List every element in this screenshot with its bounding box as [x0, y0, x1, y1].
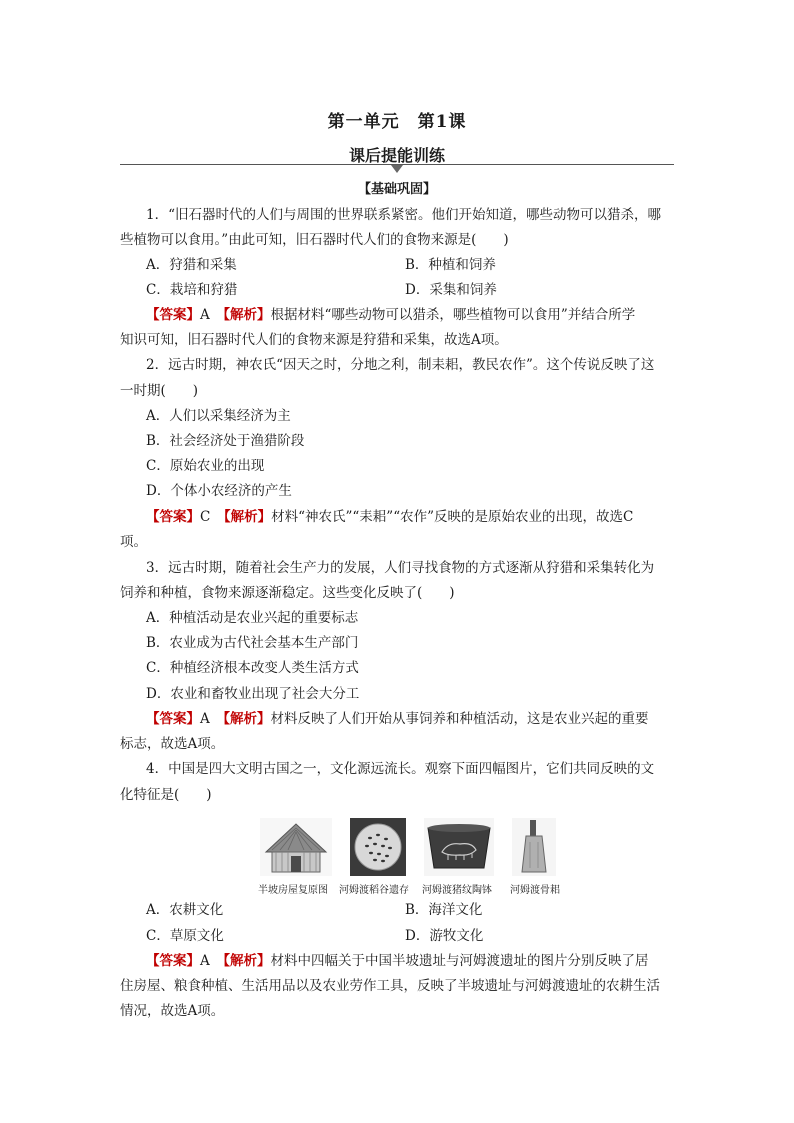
q2-option-b: B．社会经济处于渔猎阶段 [146, 433, 305, 449]
page-title: 第一单元 第1课 [327, 112, 467, 132]
q3-analysis-line1: 材料反映了人们开始从事饲养和种植活动，这是农业兴起的重要 [270, 711, 649, 727]
q1-analysis-line2: 知识可知，旧石器时代人们的食物来源是狩猎和采集，故选A项。 [120, 332, 508, 348]
q4-answer-line [146, 952, 649, 970]
q3-option-b: B．农业成为古代社会基本生产部门 [146, 635, 359, 651]
q2-option-d: D．个体小农经济的产生 [146, 483, 292, 499]
banpo-house-image [260, 818, 332, 876]
q1-stem-line2: 些植物可以食用。”由此可知，旧石器时代人们的食物来源是( ) [120, 232, 509, 248]
q3-option-c: C．种植经济根本改变人类生活方式 [146, 660, 359, 676]
q1-option-c: C．栽培和狩猎 [146, 282, 238, 298]
q2-answer-line [146, 508, 633, 526]
q4-stem-line2: 化特征是( ) [120, 787, 212, 803]
q4-option-d: D．游牧文化 [405, 928, 484, 944]
q2-answer: C [200, 509, 211, 525]
q2-stem-line2: 一时期( ) [120, 383, 199, 399]
rice-remains-image [350, 818, 406, 876]
pig-pottery-image [424, 818, 494, 876]
q1-option-a: A．狩猎和采集 [146, 257, 237, 273]
figure-caption-1: 半坡房屋复原图 [258, 885, 328, 896]
analysis-tag: 【解析】 [223, 509, 272, 525]
q3-answer-line [146, 710, 649, 728]
figure-caption-4: 河姆渡骨耜 [510, 885, 560, 896]
answer-tag: 【答案】 [146, 307, 200, 323]
q2-option-a: A．人们以采集经济为主 [146, 408, 291, 424]
q1-analysis-line1: 根据材料“哪些动物可以猎杀，哪些植物可以食用”并结合所学 [270, 307, 636, 323]
q1-stem-line1: 1．“旧石器时代的人们与周围的世界联系紧密。他们开始知道，哪些动物可以猎杀，哪 [146, 207, 661, 223]
q1-answer-line [146, 306, 635, 324]
q2-analysis-line1: 材料“神农氏”“耒耜”“农作”反映的是原始农业的出现，故选C [271, 509, 634, 525]
answer-tag: 【答案】 [146, 953, 200, 969]
q4-analysis-line2: 住房屋、粮食种植、生活用品以及农业劳作工具，反映了半坡遗址与河姆渡遗址的农耕生活 [120, 978, 660, 994]
q2-option-c: C．原始农业的出现 [146, 458, 265, 474]
q4-answer: A [200, 953, 210, 969]
page-subtitle: 课后提能训练 [348, 146, 445, 165]
q1-answer: A [200, 307, 210, 323]
analysis-tag: 【解析】 [223, 307, 271, 323]
bone-spade-image [512, 818, 556, 876]
figure-caption-3: 河姆渡猪纹陶钵 [422, 885, 492, 896]
analysis-tag: 【解析】 [223, 711, 271, 727]
q2-stem-line1: 2．远古时期，神农氏“因天之时，分地之利，制耒耜，教民农作”。这个传说反映了这 [146, 357, 655, 373]
q4-analysis-line1: 材料中四幅关于中国半坡遗址与河姆渡遗址的图片分别反映了居 [270, 953, 649, 969]
answer-tag: 【答案】 [146, 509, 200, 525]
divider-arrow-icon [391, 165, 403, 173]
answer-tag: 【答案】 [146, 711, 200, 727]
q2-analysis-line2: 项。 [120, 534, 147, 550]
figure-caption-2: 河姆渡稻谷遗存 [339, 885, 409, 896]
q3-answer: A [200, 711, 210, 727]
q4-option-c: C．草原文化 [146, 928, 224, 944]
analysis-tag: 【解析】 [223, 953, 271, 969]
q3-stem-line1: 3．远古时期，随着社会生产力的发展，人们寻找食物的方式逐渐从狩猎和采集转化为 [146, 560, 655, 576]
q4-option-b: B．海洋文化 [405, 902, 483, 918]
q1-option-d: D．采集和饲养 [405, 282, 497, 298]
q3-stem-line2: 饲养和种植，食物来源逐渐稳定。这些变化反映了( ) [120, 585, 455, 601]
q3-option-a: A．种植活动是农业兴起的重要标志 [146, 610, 359, 626]
q4-analysis-line3: 情况，故选A项。 [120, 1003, 225, 1019]
section-heading: 【基础巩固】 [357, 182, 436, 197]
q4-option-a: A．农耕文化 [146, 902, 224, 918]
q4-stem-line1: 4．中国是四大文明古国之一，文化源远流长。观察下面四幅图片，它们共同反映的文 [146, 761, 655, 777]
q3-option-d: D．农业和畜牧业出现了社会大分工 [146, 686, 360, 702]
q1-option-b: B．种植和饲养 [405, 257, 496, 273]
q3-analysis-line2: 标志，故选A项。 [120, 736, 225, 752]
